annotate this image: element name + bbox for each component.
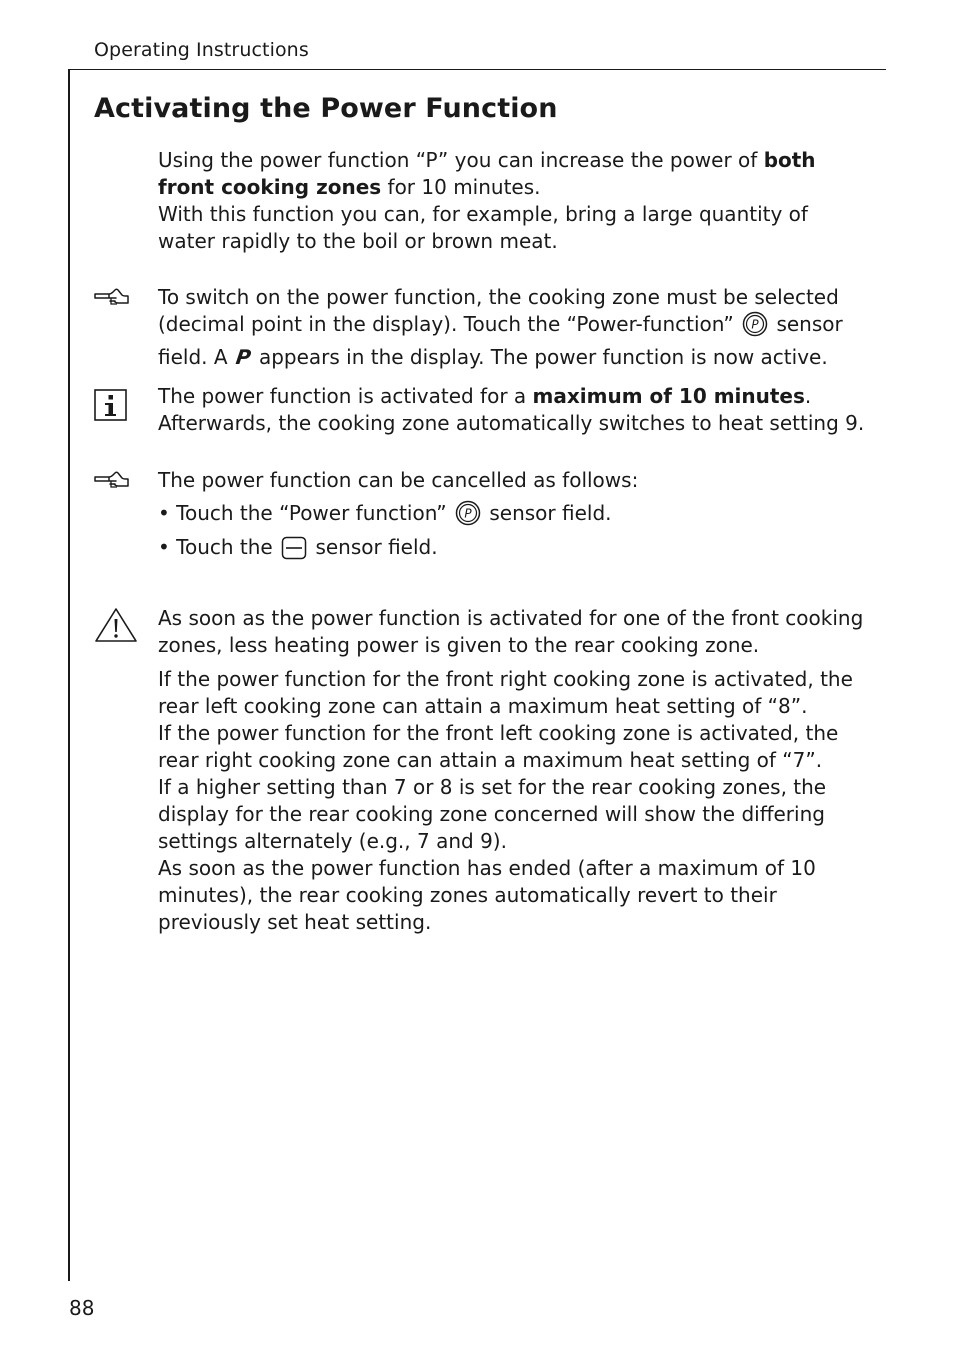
warning-paragraph-2 <box>158 666 868 936</box>
page-number: 88 <box>69 1296 95 1320</box>
intro-text-3: With this function you can, for example, bring a large quantity of water rapidly to the boil or brown meat. <box>158 202 808 253</box>
warning-text-2: If the power function for the front left cooking zone is activated, the rear right cooking zone can attain a maximum heat setting of “7”. <box>158 721 839 772</box>
intro-bold: both front cooking zones <box>158 148 816 199</box>
switch-on-text-2: sensor field. A <box>158 312 843 369</box>
information-icon <box>94 389 128 427</box>
hand-pointing-icon <box>94 286 130 310</box>
cancel-bullet1-text-1: • Touch the “Power function” <box>158 501 453 525</box>
warning-text-3: If a higher setting than 7 or 8 is set for the rear cooking zones, the display for the rear cooking zone concerned will show the differing settings alternately (e.g., 7 and 9). <box>158 775 827 853</box>
switch-on-paragraph <box>158 284 868 371</box>
running-header: Operating Instructions <box>94 39 309 61</box>
warning-paragraph-1: As soon as the power function is activated for one of the front cooking zones, less heating power is given to the rear cooking zone. <box>158 606 864 657</box>
intro-text-1: Using the power function “P” you can increase the power of <box>158 148 764 172</box>
warning-triangle-icon <box>94 607 138 647</box>
cancel-bullet2-text-1: • Touch the <box>158 535 280 559</box>
info-text-1: The power function is activated for a <box>158 384 533 408</box>
cancel-bullet2-text-2: sensor field. <box>309 535 438 559</box>
page-title: Activating the Power Function <box>94 93 558 124</box>
margin-rule <box>68 69 70 1281</box>
cancel-intro: The power function can be cancelled as follows: <box>158 468 639 492</box>
info-paragraph <box>158 383 868 437</box>
power-function-icon <box>742 311 768 344</box>
warning-text-1: If the power function for the front right cooking zone is activated, the rear left cooking zone can attain a maximum heat setting of “8”. <box>158 667 853 718</box>
warning-text-4: As soon as the power function has ended (after a maximum of 10 minutes), the rear cooking zones automatically revert to their previously set heat setting. <box>158 856 816 934</box>
display-p-symbol: P <box>234 345 253 369</box>
power-function-icon <box>455 500 481 533</box>
info-text-2: . Afterwards, the cooking zone automatically switches to heat setting 9. <box>158 384 865 435</box>
header-rule <box>68 69 886 70</box>
intro-text-2: for 10 minutes. <box>381 175 541 199</box>
switch-on-text-1: To switch on the power function, the cooking zone must be selected (decimal point in the display). Touch the “Power-function” <box>158 285 839 336</box>
hand-pointing-icon <box>94 469 130 493</box>
svg-text:P: P <box>464 506 472 521</box>
info-bold: maximum of 10 minutes <box>532 384 805 408</box>
switch-on-text-3: appears in the display. The power function is now active. <box>252 345 828 369</box>
cancel-bullet1-text-2: sensor field. <box>483 501 612 525</box>
svg-text:P: P <box>751 317 759 332</box>
minus-sensor-icon <box>281 536 307 567</box>
intro-paragraph <box>158 147 868 255</box>
cancel-bullet-minus <box>158 534 858 567</box>
cancel-bullet-power <box>158 500 858 533</box>
